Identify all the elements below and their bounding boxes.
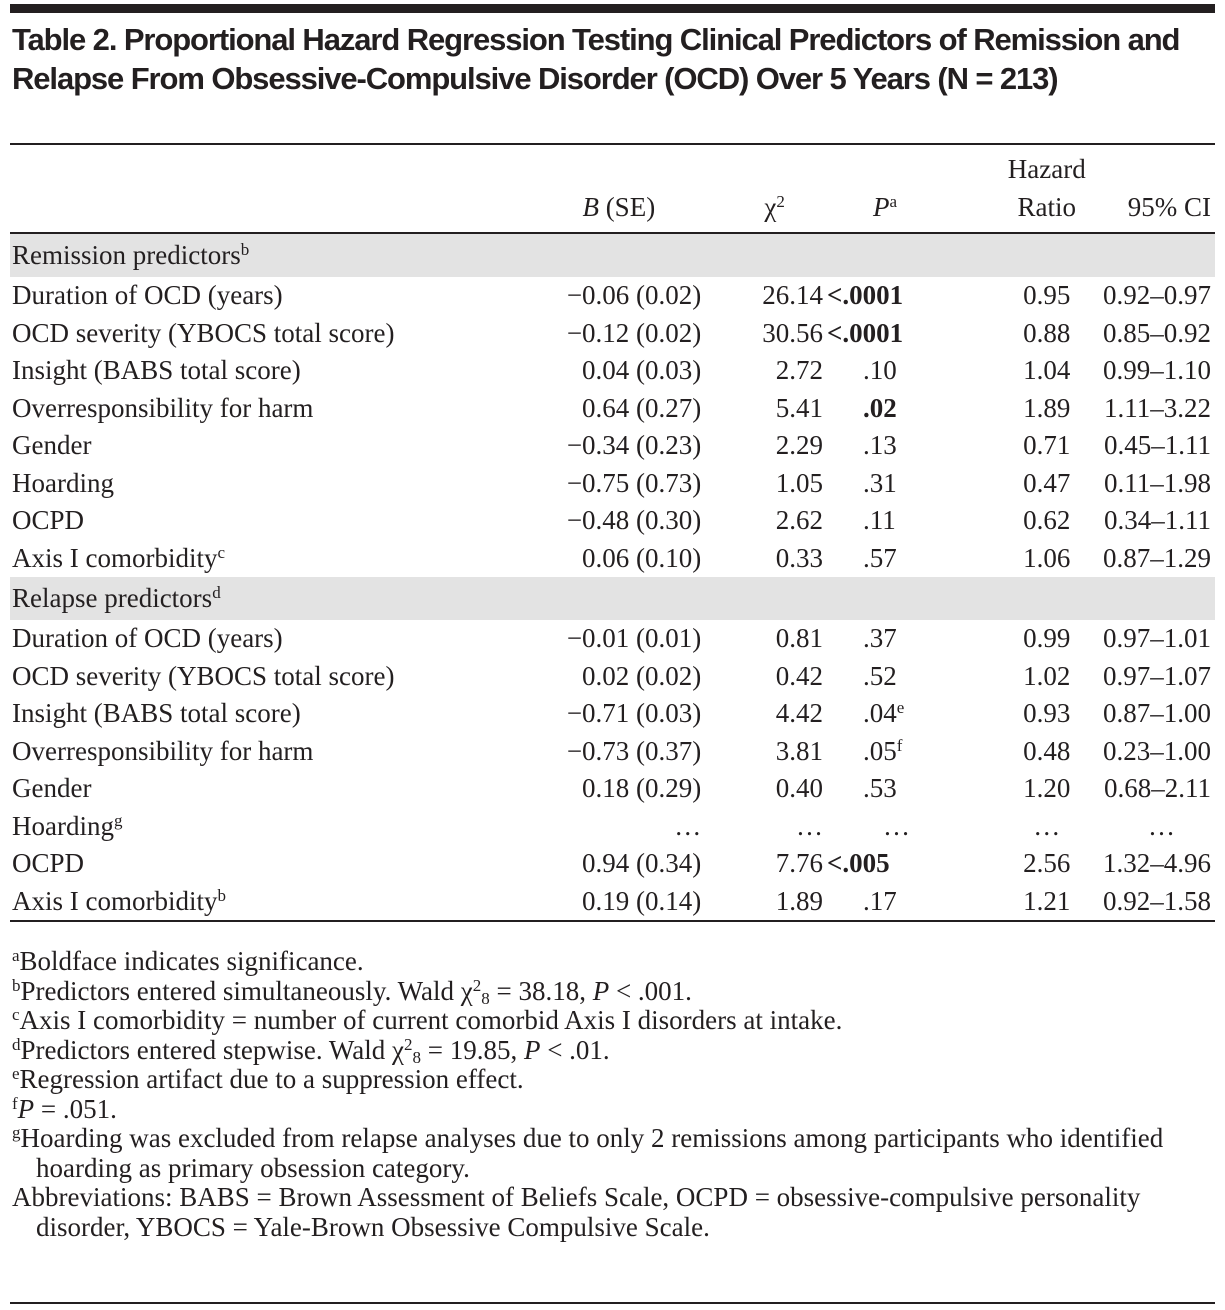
chi-square-cell: 7.76 [775,848,823,879]
hazard-ratio-cell: 1.89 [1023,392,1071,423]
footnote-text: f [12,1093,18,1113]
table-row [10,695,1215,733]
table-row [10,465,1215,503]
p-value: <.0001 [827,317,904,348]
b-se-cell: 0.64 (0.27) [582,392,702,423]
p-value: .13 [863,430,897,461]
p-value: .52 [863,660,897,691]
table-row [10,390,1215,428]
header-p-label: P [873,192,890,222]
p-value: .05 [863,735,897,766]
table-row [10,315,1215,353]
b-se-cell: −0.34 (0.23) [566,430,702,461]
predictor-cell [10,315,466,353]
p-value: .11 [863,505,896,536]
predictor-label: Hoarding [12,810,114,841]
footnote [12,1006,1212,1036]
ci-cell: 0.92–1.58 [1103,885,1211,916]
b-se-cell: −0.75 (0.73) [566,467,702,498]
hazard-ratio-cell: 0.95 [1023,280,1071,311]
footnote-marker: b [217,885,226,905]
chi-square-cell: 2.62 [775,505,823,536]
table-row [10,502,1215,540]
predictor-label: OCD severity (YBOCS total score) [12,317,395,348]
predictor-cell [10,427,466,465]
footnote-text: Predictors entered simultaneously. Wald χ [20,975,473,1006]
predictor-cell [10,540,466,578]
table-row [10,427,1215,465]
ci-cell: 0.68–2.11 [1104,773,1211,804]
table-row [10,808,1215,846]
predictor-label: Gender [12,773,92,804]
p-value: .37 [863,623,897,654]
header-chi [701,146,823,233]
ci-cell: 0.23–1.00 [1103,735,1211,766]
p-value-cell [823,845,990,883]
hazard-regression-table [10,146,1215,922]
ci-cell: 0.85–0.92 [1103,317,1211,348]
predictor-cell [10,733,466,771]
footnote-text: Regression artifact due to a suppression effect. [19,1064,524,1094]
chi-square-cell: 0.40 [775,773,823,804]
footnote-text: Boldface indicates significance. [19,946,364,976]
footnote-text: Hoarding was excluded from relapse analyses due to only 2 remissions among participants who identified hoarding as primary obsession category. [20,1123,1164,1183]
p-value-cell [823,277,990,315]
chi-square-cell: 0.42 [775,660,823,691]
predictor-label: Overresponsibility for harm [12,392,314,423]
predictor-cell [10,620,466,658]
footnote-text: a [12,946,20,965]
p-value-cell [823,352,990,390]
p-value-cell [823,502,990,540]
b-se-cell: −0.71 (0.03) [566,698,702,729]
footnote [12,947,1212,977]
footnote [12,1183,1212,1242]
table-row [10,277,1215,315]
b-se-cell: −0.01 (0.01) [566,623,702,654]
predictor-cell [10,770,466,808]
section-footnote-marker: b [240,240,250,259]
footnote [12,1036,1212,1066]
chi-square-cell: 1.89 [775,885,823,916]
hazard-ratio-cell: 0.93 [1023,698,1071,729]
b-se-cell: −0.48 (0.30) [566,505,702,536]
footnote-marker: f [896,735,903,755]
table-row [10,883,1215,922]
predictor-cell [10,845,466,883]
predictor-cell [10,695,466,733]
predictor-label: Overresponsibility for harm [12,735,314,766]
p-value-cell [823,620,990,658]
section-label: Remission predictors [12,240,241,270]
p-value-cell [823,540,990,578]
p-value-cell [823,808,990,846]
footnote [12,1124,1212,1183]
section-footnote-marker: d [212,583,221,602]
header-b: B [582,192,599,222]
footnote [12,1065,1212,1095]
hazard-ratio-cell: 0.99 [1023,623,1071,654]
table-title: Table 2. Proportional Hazard Regression Testing Clinical Predictors of Remission and Relapse From Obsessive-Compulsive Disorder (OCD) Over 5 Years (N = 213) [12,22,1180,96]
section-label-cell [10,233,1215,277]
b-se-cell: −0.73 (0.37) [566,735,702,766]
p-value: .10 [863,355,897,386]
table-row [10,620,1215,658]
b-se-cell: 0.02 (0.02) [582,660,702,691]
footnote-text: c [12,1005,20,1024]
chi-square-cell: 1.05 [775,467,823,498]
predictor-label: Insight (BABS total score) [12,355,301,386]
ci-cell: 0.87–1.00 [1103,698,1211,729]
predictor-label: Axis I comorbidity [12,885,218,916]
b-se-cell: 0.94 (0.34) [582,848,702,879]
p-value-cell [823,883,990,922]
ci-cell: 0.45–1.11 [1104,430,1211,461]
header-p-sup: a [889,192,898,211]
predictor-cell [10,502,466,540]
p-value-cell [823,427,990,465]
footnote-text: Axis I comorbidity = number of current comorbid Axis I disorders at intake. [19,1005,843,1035]
table-row [10,658,1215,696]
header-chi-symbol: χ [764,192,777,222]
header-blank [10,146,466,233]
footnote-text: P [523,1034,541,1065]
predictor-label: OCPD [12,848,85,879]
b-se-cell: 0.06 (0.10) [582,542,702,573]
p-value-cell [823,733,990,771]
footnote-text: P [592,975,610,1006]
ci-cell: 0.34–1.11 [1104,505,1211,536]
chi-square-cell: 2.72 [775,355,823,386]
footnote [12,977,1212,1007]
footnote-text: 2 [403,1034,413,1054]
ci-cell: 0.92–0.97 [1103,280,1211,311]
footnotes [12,947,1212,1242]
footnote-text: e [12,1064,20,1083]
chi-square-cell: 4.42 [775,698,823,729]
p-value: … [883,810,910,841]
p-value: .57 [863,542,897,573]
header-b-se [466,146,701,233]
top-rule [10,4,1215,13]
section-header-row [10,233,1215,277]
predictor-cell [10,883,466,922]
hazard-ratio-cell: 0.48 [1023,735,1071,766]
b-se-cell: 0.04 (0.03) [582,355,702,386]
predictor-label: Hoarding [12,467,114,498]
p-value: .04 [863,698,897,729]
table-row [10,733,1215,771]
b-se-cell: 0.18 (0.29) [582,773,702,804]
hazard-ratio-cell: 0.71 [1023,430,1071,461]
table-row [10,352,1215,390]
p-value-cell [823,390,990,428]
p-value-cell [823,695,990,733]
predictor-cell [10,352,466,390]
section-label: Relapse predictors [12,583,213,613]
table-row [10,845,1215,883]
hazard-ratio-cell: 1.02 [1023,660,1071,691]
predictor-label: Gender [12,430,92,461]
predictor-cell [10,390,466,428]
predictor-label: OCD severity (YBOCS total score) [12,660,395,691]
ci-cell: … [1148,810,1175,841]
p-value: .53 [863,773,897,804]
footnote-text: 2 [472,975,482,995]
header-se: (SE) [598,192,656,222]
footnote-text: 8 [481,988,490,1008]
hazard-ratio-cell: 0.88 [1023,317,1071,348]
footnote-text: d [12,1034,21,1054]
ci-cell: 0.97–1.07 [1103,660,1211,691]
footnote-text: P [17,1093,35,1124]
predictor-cell [10,277,466,315]
hazard-ratio-cell: 1.06 [1023,542,1071,573]
header-hazard-ratio [990,146,1103,233]
p-value: <.0001 [827,280,904,311]
footnote [12,1095,1212,1125]
hazard-ratio-cell: 0.62 [1023,505,1071,536]
ci-cell: 0.97–1.01 [1103,623,1211,654]
predictor-label: Insight (BABS total score) [12,698,301,729]
ci-cell: 0.11–1.98 [1104,467,1211,498]
p-value: .17 [863,885,897,916]
section-label-cell [10,577,1215,620]
table-row [10,540,1215,578]
table-row [10,770,1215,808]
hazard-ratio-cell: 1.04 [1023,355,1071,386]
chi-square-cell: 0.81 [775,623,823,654]
chi-square-cell: 0.33 [775,542,823,573]
footnote-text: 8 [412,1047,421,1067]
b-se-cell: −0.06 (0.02) [566,280,702,311]
predictor-cell [10,808,466,846]
b-se-cell: … [674,810,702,841]
footnote-text: Predictors entered stepwise. Wald χ [20,1034,404,1065]
bottom-rule [10,1302,1215,1304]
p-value-cell [823,465,990,503]
chi-square-cell: 3.81 [775,735,823,766]
ci-cell: 1.11–3.22 [1104,392,1211,423]
footnote-text: < .001. [609,975,692,1006]
predictor-label: Axis I comorbidity [12,542,218,573]
header-row [10,146,1215,233]
chi-square-cell: 26.14 [762,280,823,311]
header-hr-line1: Hazard [1007,154,1086,184]
footnote-text: = .051. [34,1093,117,1124]
b-se-cell: 0.19 (0.14) [582,885,702,916]
p-value-cell [823,770,990,808]
header-p [823,146,990,233]
hazard-ratio-cell: 2.56 [1023,848,1071,879]
footnote-text: = 19.85, [420,1034,524,1065]
footnote-text: b [12,975,21,995]
predictor-label: Duration of OCD (years) [12,623,283,654]
predictor-cell [10,658,466,696]
chi-square-cell: 5.41 [775,392,823,423]
ci-cell: 1.32–4.96 [1103,848,1211,879]
footnote-text: = 38.18, [489,975,593,1006]
p-value-cell [823,658,990,696]
p-value-cell [823,315,990,353]
footnote-text: g [12,1123,21,1142]
footnote-marker: e [896,698,905,718]
hazard-ratio-cell: 1.21 [1023,885,1071,916]
predictor-label: OCPD [12,505,85,536]
footnote-text: Abbreviations: BABS = Brown Assessment of Beliefs Scale, OCPD = obsessive-compulsive personality disorder, YBOCS = Yale-Brown Obsessive Compulsive Scale. [12,1182,1141,1242]
chi-square-cell: 2.29 [775,430,823,461]
chi-square-cell: 30.56 [762,317,823,348]
footnote-marker: c [217,542,226,562]
b-se-cell: −0.12 (0.02) [566,317,702,348]
p-value: .02 [863,392,897,423]
p-value: <.005 [827,848,890,879]
header-chi-sup: 2 [776,192,785,211]
hazard-ratio-cell: … [1033,810,1061,841]
chi-square-cell: … [796,810,823,841]
header-hr-line2: Ratio [1017,192,1076,222]
footnote-marker: g [113,810,123,830]
predictor-label: Duration of OCD (years) [12,280,283,311]
section-header-row [10,577,1215,620]
p-value: .31 [863,467,897,498]
footnote-text: < .01. [540,1034,610,1065]
title-rule [10,143,1215,145]
ci-cell: 0.99–1.10 [1103,355,1211,386]
predictor-cell [10,465,466,503]
hazard-ratio-cell: 1.20 [1023,773,1071,804]
header-ci: 95% CI [1127,192,1211,222]
hazard-ratio-cell: 0.47 [1023,467,1071,498]
ci-cell: 0.87–1.29 [1103,542,1211,573]
